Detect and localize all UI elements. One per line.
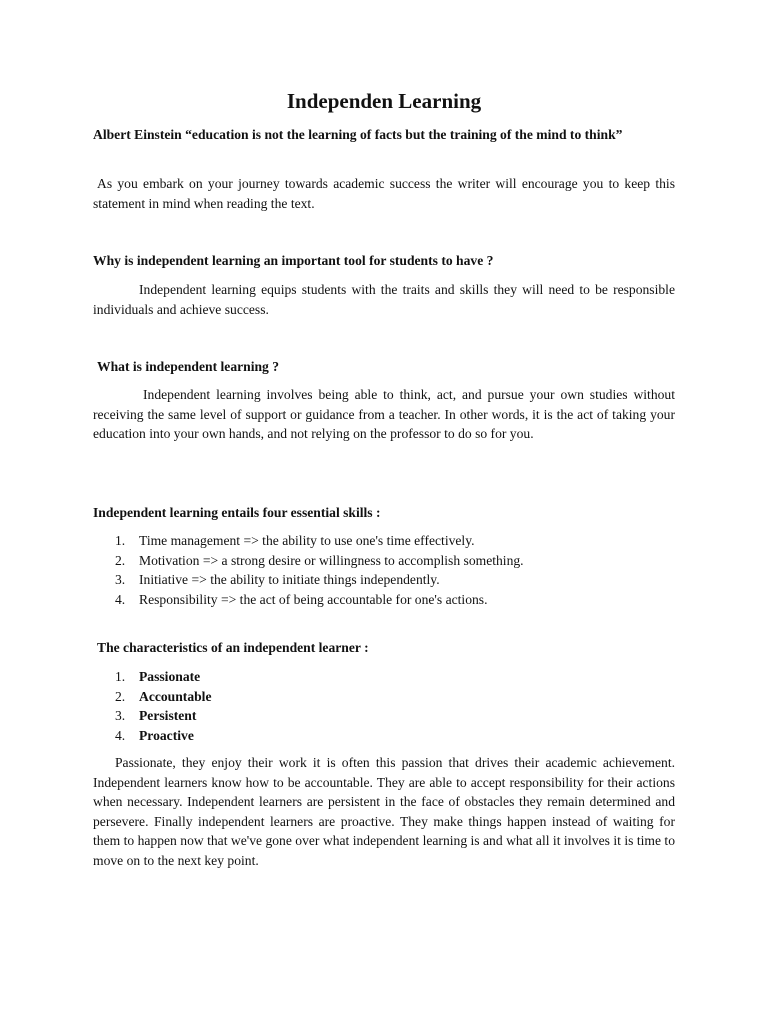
list-item <box>93 590 675 610</box>
list-number: 3. <box>115 572 126 588</box>
list-item-text: Responsibility => the act of being accountable for one's actions. <box>139 591 488 607</box>
list-number: 2. <box>115 552 126 568</box>
list-item-text: Motivation => a strong desire or willingness to accomplish something. <box>139 552 524 568</box>
list-item <box>93 531 675 551</box>
list-number: 4. <box>115 727 126 743</box>
list-item <box>93 726 675 746</box>
list-item-text: Initiative => the ability to initiate things independently. <box>139 572 440 588</box>
list-item-text: Time management => the ability to use one's time effectively. <box>139 533 475 548</box>
list-item <box>93 706 675 726</box>
list-number: 2. <box>115 688 126 704</box>
einstein-quote: Albert Einstein “education is not the learning of facts but the training of the mind to think” <box>93 127 623 142</box>
list-item-text: Persistent <box>139 708 197 724</box>
list-item <box>93 667 675 687</box>
list-number: 3. <box>115 708 126 724</box>
section-heading-characteristics: The characteristics of an independent learner : <box>97 640 369 655</box>
document-title: Independen Learning <box>286 89 482 113</box>
characteristics-list <box>93 667 675 745</box>
section-heading-what: What is independent learning ? <box>97 359 280 374</box>
characteristics-paragraph: Passionate, they enjoy their work it is often this passion that drives their academic achievement. Independent learners know how to be accountable. They are able to accept responsibility for their actions when necessary. Independent learners are persistent in the face of obstacles they remain determined and persevere. Finally independent learners are proactive. They make things happen instead of waiting for them to happen now that we've gone over what independent learning is and what all it involves it is time to move on to the next key point. <box>93 755 675 868</box>
list-item <box>93 570 675 590</box>
section-body-why: Independent learning equips students with the traits and skills they will need to be responsible individuals and achieve success. <box>93 282 675 317</box>
list-item-text: Passionate <box>139 669 201 684</box>
skills-list <box>93 531 675 609</box>
list-item-text: Proactive <box>139 727 194 743</box>
intro-paragraph: As you embark on your journey towards academic success the writer will encourage you to keep this statement in mind when reading the text. <box>93 176 675 211</box>
section-body-what: Independent learning involves being able to think, act, and pursue your own studies without receiving the same level of support or guidance from a teacher. In other words, it is the act of taking your education into your own hands, and not relying on the professor to do so for you. <box>93 387 675 442</box>
section-heading-skills: Independent learning entails four essential skills : <box>93 505 381 520</box>
list-item-text: Accountable <box>139 688 212 704</box>
list-item <box>93 551 675 571</box>
list-number: 4. <box>115 591 126 607</box>
section-heading-why: Why is independent learning an important tool for students to have ? <box>93 253 494 268</box>
list-item <box>93 687 675 707</box>
list-number: 1. <box>115 533 126 548</box>
list-number: 1. <box>115 669 126 684</box>
